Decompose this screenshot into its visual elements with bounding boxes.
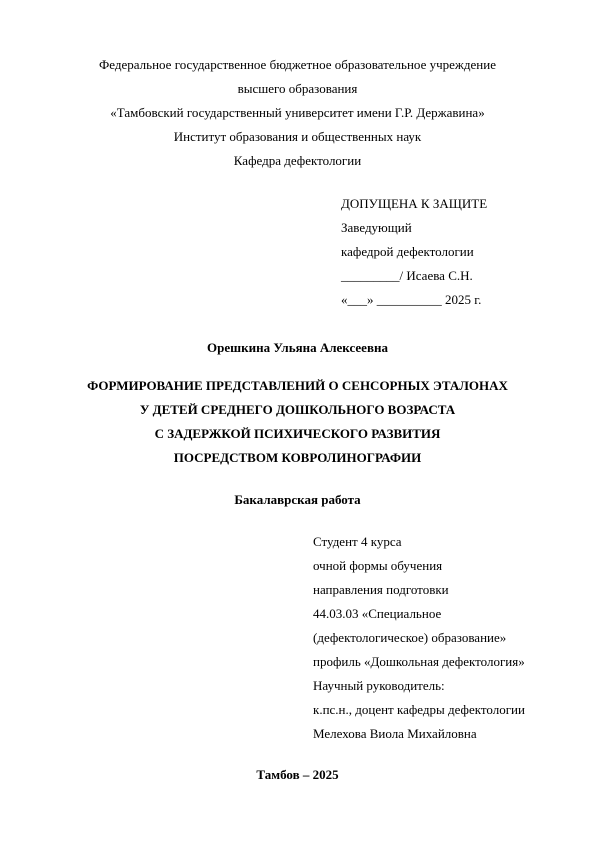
- header-organization: Федеральное государственное бюджетное образовательное учреждение: [99, 57, 496, 72]
- thesis-title-line-4: ПОСРЕДСТВОМ КОВРОЛИНОГРАФИИ: [173, 450, 422, 465]
- student-block: [313, 530, 525, 746]
- approval-block: [341, 192, 487, 312]
- work-type: Бакалаврская работа: [234, 492, 361, 507]
- thesis-title-line-1: ФОРМИРОВАНИЕ ПРЕДСТАВЛЕНИЙ О СЕНСОРНЫХ ЭТАЛОНАХ: [87, 378, 508, 393]
- student-profile: профиль «Дошкольная дефектология»: [313, 654, 525, 669]
- supervisor-name: Мелехова Виола Михайловна: [313, 726, 477, 741]
- approval-heading: ДОПУЩЕНА К ЗАЩИТЕ: [341, 196, 488, 211]
- approval-date: «___» __________ 2025 г.: [341, 292, 482, 307]
- student-direction-code: 44.03.03 «Специальное: [313, 606, 442, 621]
- thesis-title-line-3: С ЗАДЕРЖКОЙ ПСИХИЧЕСКОГО РАЗВИТИЯ: [154, 426, 441, 441]
- header-education-level: высшего образования: [237, 81, 358, 96]
- student-course: Студент 4 курса: [313, 534, 402, 549]
- approval-position: Заведующий: [341, 220, 412, 235]
- student-study-form: очной формы обучения: [313, 558, 443, 573]
- approval-signature: _________/ Исаева С.Н.: [341, 268, 473, 283]
- header-department: Кафедра дефектологии: [233, 153, 362, 168]
- student-direction-name: (дефектологическое) образование»: [313, 630, 507, 645]
- header-institute: Институт образования и общественных наук: [173, 129, 422, 144]
- header-university: «Тамбовский государственный университет имени Г.Р. Державина»: [110, 105, 485, 120]
- supervisor-position: к.пс.н., доцент кафедры дефектологии: [313, 702, 525, 717]
- approval-department: кафедрой дефектологии: [341, 244, 474, 259]
- city-year: Тамбов – 2025: [256, 767, 339, 782]
- supervisor-label: Научный руководитель:: [313, 678, 445, 693]
- thesis-title-line-2: У ДЕТЕЙ СРЕДНЕГО ДОШКОЛЬНОГО ВОЗРАСТА: [139, 402, 456, 417]
- author-name: Орешкина Ульяна Алексеевна: [207, 340, 388, 355]
- student-direction-label: направления подготовки: [313, 582, 449, 597]
